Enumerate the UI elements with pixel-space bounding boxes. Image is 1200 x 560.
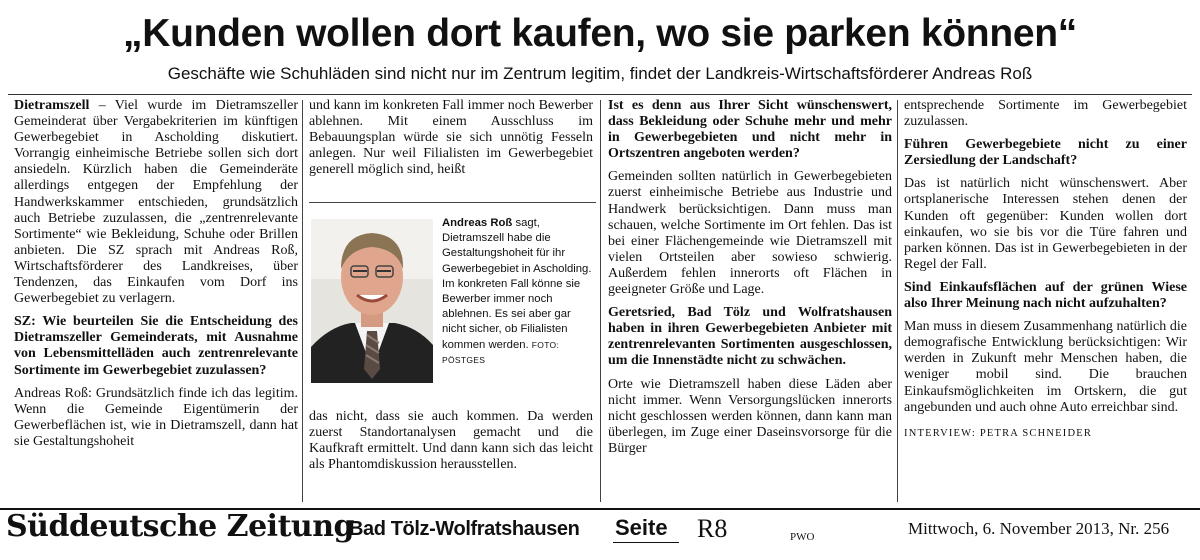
newspaper-masthead: Süddeutsche Zeitung [6,509,355,544]
subheadline: Geschäfte wie Schuhläden sind nicht nur im Zentrum legitim, findet der Landkreis-Wirtschaftsförderer Andreas Roß [167,64,1033,83]
answer-4: Das ist natürlich nicht wünschenswert. Aber ortsplanerische Interessen stehen denen der Kunden oft gegenüber: Kunden wollen dort einkaufen, wo sie bis vor die Türe fahren und parken können. Das ist in Gewerbegebieten in der Regel der Fall. [904,176,1187,272]
question-3: Geretsried, Bad Tölz und Wolfratshausen haben in ihren Gewerbegebieten Anbieter mit zentrenrelevanten Sortimenten ausgeschlossen, um die Innenstädte nicht zu schwächen. [608,305,892,369]
photo-caption [442,216,596,368]
column-divider-2 [600,100,601,502]
article-column-2-bottom [309,409,593,503]
article-column-1 [14,98,298,504]
column-divider-1 [302,100,303,502]
caption-text: sagt, Dietramszell habe die Gestaltungshoheit für ihr Gewerbegebiet in Ascholding. Im konkreten Fall könne sie Bewerber immer noch ablehnen. Es sei aber gar nicht sicher, ob Filialisten kommen werden. [442,217,592,351]
photo-block [309,213,601,389]
answer-2: Gemeinden sollten natürlich in Gewerbegebieten zuerst einheimische Betriebe aus Industrie und Handwerk berücksichtigen. Dann muss man schauen, welche Sortimente im Ort fehlen. Das ist bei einer Flächengemeinde wie Dietramszell mit vielen Ortsteilen aber sowieso schwierig. Außerdem fehlen innerorts oft Flächen in geeigneter Größe und Lage. [608,169,892,298]
answer-3: Orte wie Dietramszell haben diese Läden aber nicht immer. Wenn Versorgungslücken innerorts nicht geschlossen werden können, dann kann man überlegen, im Zuge einer Daseinsvorsorge für die Bürger [608,376,892,456]
headline: „Kunden wollen dort kaufen, wo sie parken können“ [123,12,1077,55]
page-footer [0,511,1200,559]
portrait-image [311,219,433,383]
article-column-4 [904,98,1187,504]
page-label-underline [613,542,679,543]
photo-credit: FOTO: PÖSTGES [442,339,560,365]
page-label: Seite [615,515,668,540]
article-column-3 [608,98,892,504]
question-1: SZ: Wie beurteilen Sie die Entscheidung des Dietramszeller Gemeinderats, mit Ausnahme von Lebensmittelläden auch zentrenrelevante Sortimente im Gewerbegebiet zuzulassen? [14,314,298,378]
intro-paragraph [14,98,298,307]
answer-1: Andreas Roß: Grundsätzlich finde ich das legitim. Wenn die Gemeinde Eigentümerin der Gewerbeflächen ist, wie in Dietramszell, dann hat sie Gestaltungshoheit [14,385,298,449]
answer-5: Man muss in diesem Zusammenhang natürlich die demografische Entwicklung berücksichtigen: Wir werden in Zukunft mehr Menschen haben, die weniger mobil sind. Die brauchen Einkaufsmöglichkeiten im Ortskern, die gut angebunden und auch ohne Auto erreichbar sind. [904,319,1187,415]
dateline: Dietramszell [14,98,90,113]
answer-1-end: das nicht, dass sie auch kommen. Da werden zuerst Standortanalysen gemacht und die Kaufkraft ermittelt. Und dann kann sich das leicht als Phantomdiskussion herausstellen. [309,409,593,473]
question-2: Ist es denn aus Ihrer Sicht wünschenswert, dass Bekleidung oder Schuhe mehr und mehr in Gewerbegebieten und nicht mehr in Ortszentren angeboten werden? [608,98,892,162]
edition-code: PWO [790,531,815,543]
portrait-photo [311,219,433,383]
column-divider-3 [897,100,898,502]
photo-rule [309,202,596,203]
answer-1-continued: und kann im konkreten Fall immer noch Bewerber ablehnen. Mit einem Ausschluss im Bebauungsplan würde sie sich unnötig Fesseln anlegen. Nur weil Filialisten im Gewerbegebiet generell möglich sind, heißt [309,98,593,178]
page-number: R8 [697,514,728,543]
intro-text: – Viel wurde im Dietramszeller Gemeinderat über Vergabekriterien im künftigen Gewerbegebiet in Ascholding diskutiert. Vorrangig einheimische Betriebe sollen sich dort ansiedeln. Kürzlich haben die Gemeinderäte allerdings entgegen der Empfehlung der Handwerkskammer entschieden, grundsätzlich auch Betriebe zuzulassen, die „zentrenrelevante Sortimente“ wie Bekleidung, Schuhe oder Brillen anbieten. Die SZ sprach mit Andreas Roß, Wirtschaftsförderer des Landkreises, über Tendenzen, das Einkaufen vom Dorf ins Gewerbegebiet zu verlagern. [14,98,298,307]
edition-name: Bad Tölz-Wolfratshausen [349,518,580,540]
answer-3-continued: entsprechende Sortimente im Gewerbegebiet zuzulassen. [904,98,1187,130]
issue-date: Mittwoch, 6. November 2013, Nr. 256 [908,519,1170,538]
question-4: Führen Gewerbegebiete nicht zu einer Zersiedlung der Landschaft? [904,137,1187,169]
question-5: Sind Einkaufsflächen auf der grünen Wiese also Ihrer Meinung nach nicht aufzuhalten? [904,279,1187,312]
article-column-2-top [309,98,593,198]
header-rule [8,94,1192,95]
caption-name: Andreas Roß [442,217,513,229]
interview-credit: INTERVIEW: PETRA SCHNEIDER [904,427,1093,439]
